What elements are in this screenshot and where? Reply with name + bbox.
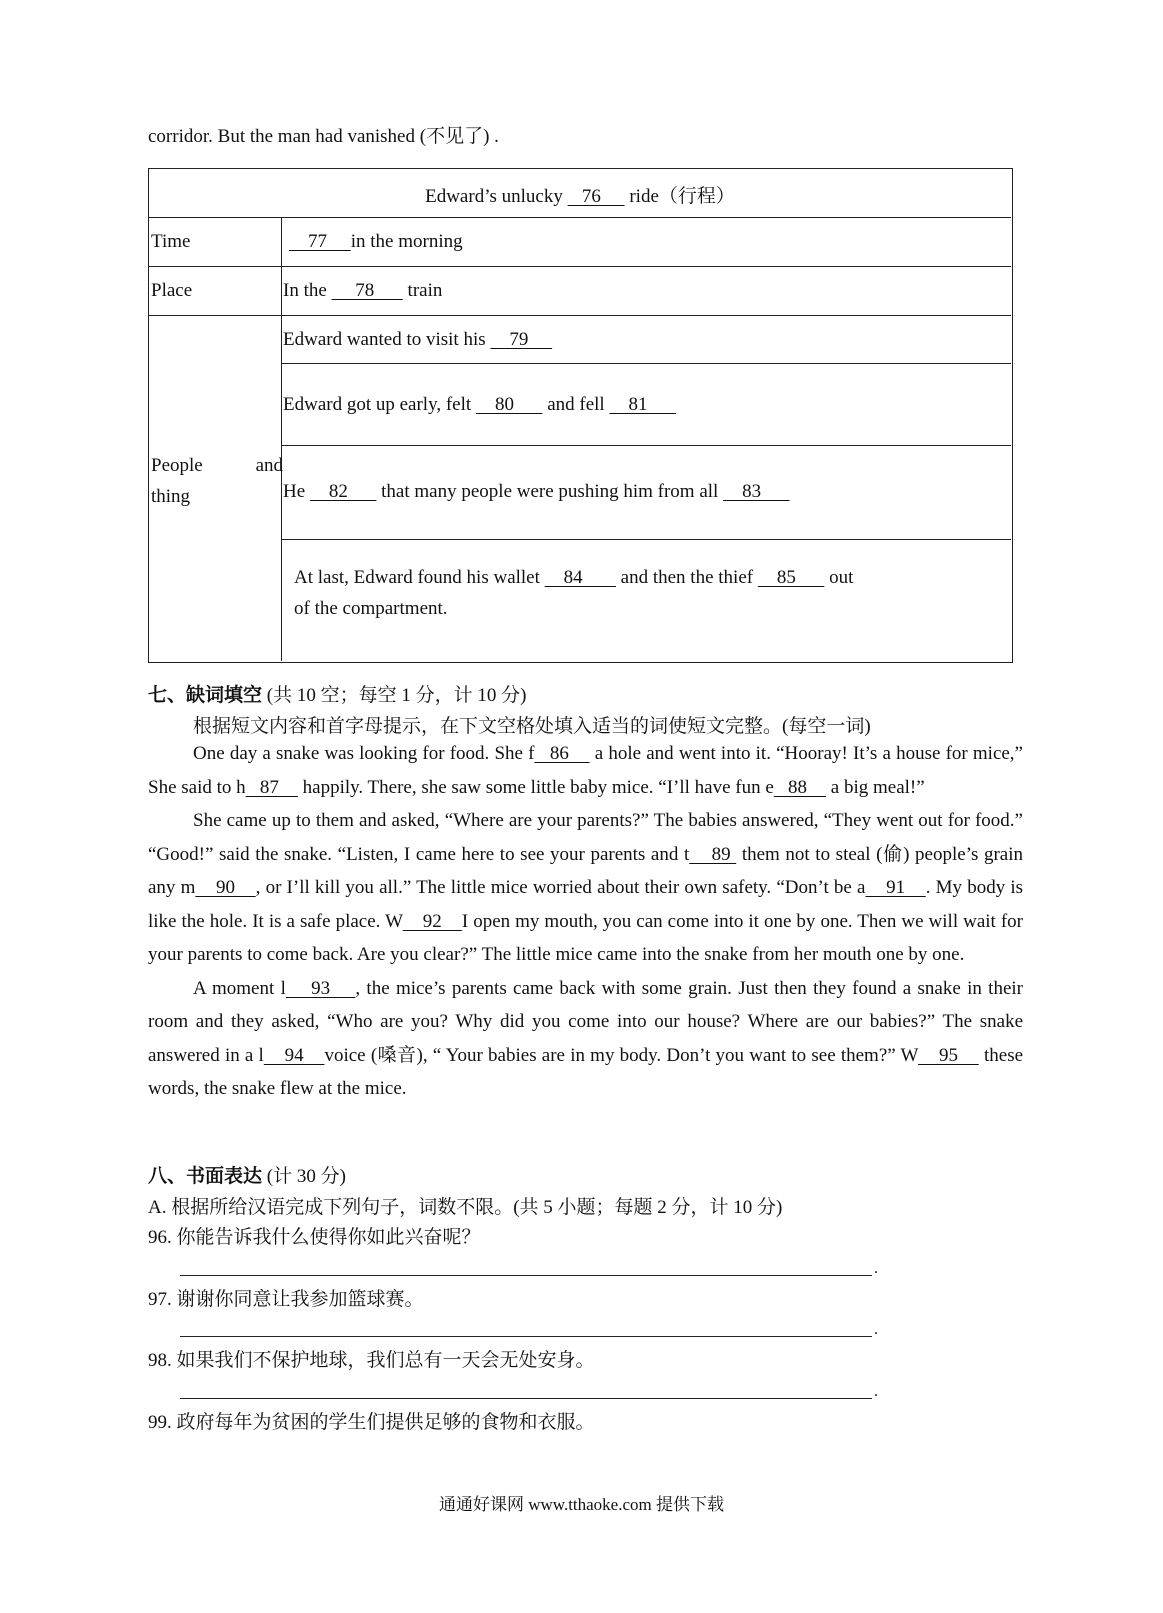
page-footer: 通通好课网 www.tthaoke.com 提供下载 xyxy=(438,1495,725,1514)
cloze-text: . My body is like the hole. It is a safe place. W xyxy=(148,877,1024,932)
question-96: 96. 你能告诉我什么使得你如此兴奋呢？ xyxy=(148,1227,481,1248)
table-title: Edward’s unlucky 76 ride（行程） xyxy=(425,186,735,207)
cloze-text: I open my mouth, you can come into it one by one. Then we will wait for your parents to come back. Are you clear?” The little mice came into the snake from her mouth one by one. xyxy=(148,910,1023,965)
cloze-paragraph-2 xyxy=(148,804,1023,972)
cloze-text: happily. There, she saw some little baby mice. “I’ll have fun e xyxy=(297,776,774,798)
cloze-blank[interactable]: 91 xyxy=(865,877,926,898)
cloze-blank[interactable]: 90 xyxy=(195,877,256,898)
cloze-text: these words, the snake flew at the mice. xyxy=(148,1044,1024,1099)
question-99: 99. 政府每年为贫困的学生们提供足够的食物和衣服。 xyxy=(148,1412,595,1433)
cloze-blank[interactable]: 95 xyxy=(918,1044,979,1066)
cloze-passage xyxy=(148,737,1023,1106)
cloze-blank[interactable]: 86 xyxy=(534,743,590,764)
cloze-text: a hole and went into it. “Hooray! It’s a house for mice,” She said to h xyxy=(148,743,1023,798)
row-value-place: In the 78 train xyxy=(283,280,443,301)
cloze-text: , or I’ll kill you all.” The little mice worried about their own safety. “Don’t be a xyxy=(255,877,866,898)
question-98: 98. 如果我们不保护地球，我们总有一天会无处安身。 xyxy=(148,1350,595,1371)
cloze-text: a big meal!” xyxy=(826,776,925,798)
cloze-text: voice (嗓音), “ Your babies are in my body. Don’t you want to see them?” W xyxy=(324,1044,919,1066)
cloze-blank[interactable]: 87 xyxy=(245,776,298,798)
group-label: People and xyxy=(151,455,283,476)
item-84-85: At last, Edward found his wallet 84 and then the thief 85 out xyxy=(294,567,854,588)
row-value-time: 77 in the morning xyxy=(289,231,463,252)
info-table xyxy=(148,168,1013,663)
answer-line-97[interactable] xyxy=(180,1336,872,1337)
answer-line-98[interactable] xyxy=(180,1398,872,1399)
item-84-85-line2: of the compartment. xyxy=(294,598,448,619)
section7-heading: 七、缺词填空 (共 10 空；每空 1 分，计 10 分) xyxy=(148,685,527,706)
answer-line-96[interactable] xyxy=(180,1275,872,1276)
section7-instruction: 根据短文内容和首字母提示，在下文空格处填入适当的词使短文完整。(每空一词) xyxy=(193,716,871,737)
cloze-blank[interactable]: 89 xyxy=(689,843,737,865)
cloze-text: them not to steal (偷) people’s grain any m xyxy=(148,843,1023,898)
item-82-83: He 82 that many people were pushing him from all 83 xyxy=(283,481,790,502)
row-label-time: Time xyxy=(151,231,191,252)
cloze-blank[interactable]: 88 xyxy=(773,776,827,798)
item-80-81: Edward got up early, felt 80 and fell 81 xyxy=(283,394,676,415)
group-label-2: thing xyxy=(151,486,191,507)
cloze-blank[interactable]: 92 xyxy=(402,910,462,932)
cloze-paragraph-1 xyxy=(148,737,1023,804)
cloze-blank[interactable]: 93 xyxy=(285,977,356,999)
intro-line: corridor. But the man had vanished (不见了) . xyxy=(148,126,499,147)
answer-line-end: . xyxy=(874,1260,878,1277)
cloze-text: She came up to them and asked, “Where are your parents?” The babies answered, “They went out for food.” “Good!” said the snake. “Listen, I came here to see your parents and t xyxy=(148,810,1023,865)
cloze-blank[interactable]: 94 xyxy=(263,1044,325,1066)
question-97: 97. 谢谢你同意让我参加篮球赛。 xyxy=(148,1289,424,1310)
cloze-text: A moment l xyxy=(193,977,286,999)
item-79: Edward wanted to visit his 79 xyxy=(283,329,553,350)
cloze-text: One day a snake was looking for food. She f xyxy=(193,743,535,764)
row-label-place: Place xyxy=(151,280,193,301)
section8-heading: 八、书面表达 (计 30 分) xyxy=(148,1166,346,1187)
answer-line-end: . xyxy=(874,1383,878,1400)
answer-line-end: . xyxy=(874,1321,878,1338)
cloze-text: , the mice’s parents came back with some grain. Just then they found a snake in their room and they asked, “Who are you? Why did you come into our house? Where are our babies?” The snake answered in a l xyxy=(148,977,1024,1066)
section8-part-a: A. 根据所给汉语完成下列句子，词数不限。(共 5 小题；每题 2 分，计 10 分) xyxy=(148,1197,783,1218)
cloze-paragraph-3 xyxy=(148,972,1023,1106)
